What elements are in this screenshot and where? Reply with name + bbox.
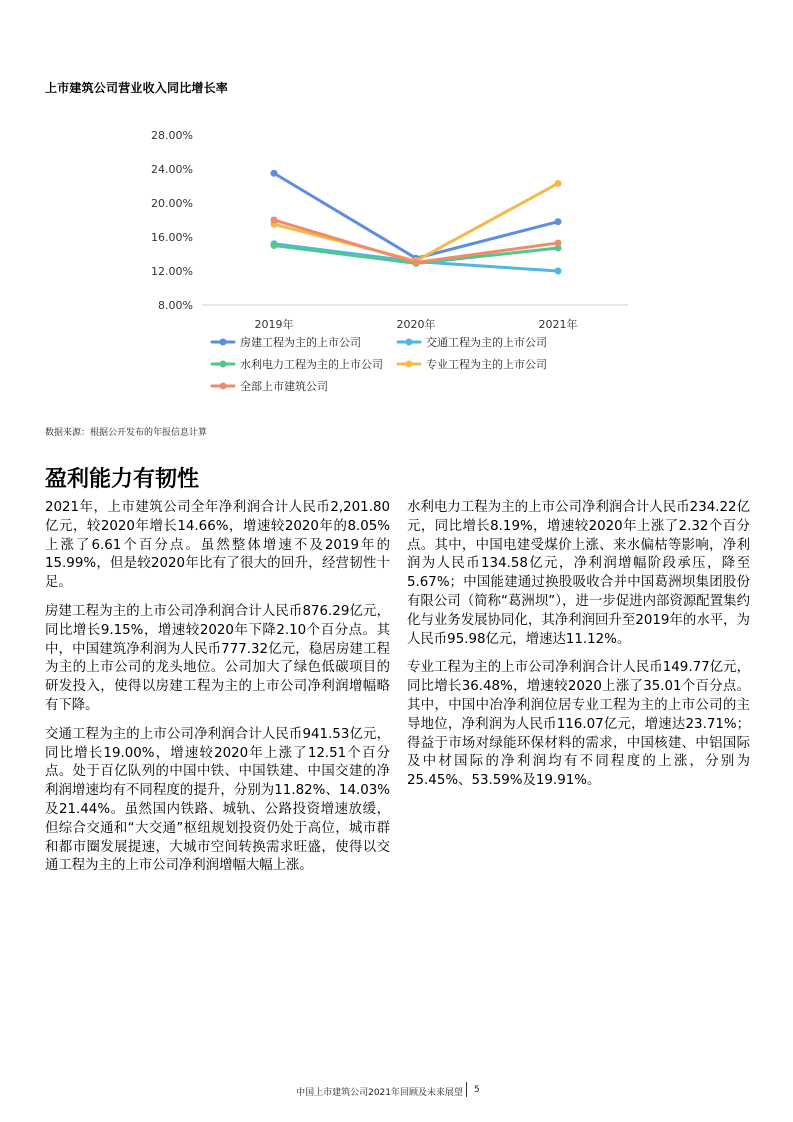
page-number: 5 [474,1085,480,1095]
data-point [271,170,278,177]
data-point [555,268,562,275]
y-tick-label: 16.00% [151,231,193,244]
x-tick-label: 2019年 [254,318,294,331]
x-tick-label: 2020年 [396,318,436,331]
line-chart [0,0,793,420]
x-tick-label: 2021年 [538,318,578,331]
y-tick-label: 24.00% [151,163,193,176]
data-point [271,242,278,249]
paragraph-specialized-engineering: 专业工程为主的上市公司净利润合计人民币149.77亿元，同比增长36.48%，增速较2020上涨了35.01个百分点。其中，中国中冶净利润位居专业工程为主的上市公司的主导地位，净利润为人民币116.07亿元，增速达23.71%；得益于市场对绿能环保材料的需求，中国核建、中铝国际及中材国际的净利润均有不同程度的上涨，分别为25.45%、53.59%及19.91%。 [407,660,750,789]
data-point [555,180,562,187]
legend-label: 全部上市建筑公司 [240,380,328,393]
legend-label: 水利电力工程为主的上市公司 [240,358,383,371]
legend-marker [220,383,227,390]
section-title: 盈利能力有韧性 [45,467,200,492]
footer-divider [466,1082,467,1097]
y-tick-label: 28.00% [151,129,193,142]
y-tick-label: 8.00% [158,299,193,312]
legend-label: 房建工程为主的上市公司 [240,336,361,349]
footer-report-title: 中国上市建筑公司2021年回顾及未来展望 [296,1088,463,1098]
right-column [407,499,750,801]
paragraph-water-power-engineering: 水利电力工程为主的上市公司净利润合计人民币234.22亿元，同比增长8.19%，增速较2020年上涨了2.32个百分点。其中，中国电建受煤价上涨、来水偏枯等影响，净利润为人民币134.58亿元，净利润增幅阶段承压，降至5.67%；中国能建通过换股吸收合并中国葛洲坝集团股份有限公司（简称“葛洲坝”），进一步促进内部资源配置集约化与业务发展协同化，其净利润回升至2019年的水平，为人民币95.98亿元，增速达11.12%。 [407,500,750,647]
legend-marker [406,339,413,346]
data-source-note: 数据来源：根据公开发布的年报信息计算 [45,428,208,438]
left-column [45,499,390,886]
data-point [555,218,562,225]
paragraph-net-profit-overview: 2021年，上市建筑公司全年净利润合计人民币2,201.80亿元，较2020年增长14.66%，增速较2020年的8.05%上涨了6.61个百分点。虽然整体增速不及2019年的15.99%，但是较2020年比有了很大的回升，经营韧性十足。 [45,500,390,591]
paragraph-transport-engineering: 交通工程为主的上市公司净利润合计人民币941.53亿元，同比增长19.00%，增速较2020年上涨了12.51个百分点。处于百亿队列的中国中铁、中国铁建、中国交建的净利润增速均有不同程度的提升，分别为11.82%、14.03%及21.44%。虽然国内铁路、城轨、公路投资增速放缓，但综合交通和“大交通”枢纽规划投资仍处于高位，城市群和都市圈发展提速，大城市空间转换需求旺盛，使得以交通工程为主的上市公司净利润增幅大幅上涨。 [45,726,390,874]
legend-label: 交通工程为主的上市公司 [426,336,547,349]
legend-marker [220,361,227,368]
data-point [413,259,420,266]
y-tick-label: 12.00% [151,265,193,278]
y-tick-label: 20.00% [151,197,193,210]
series-line-1 [274,173,558,258]
legend-marker [220,339,227,346]
data-point [271,217,278,224]
paragraph-housing-construction: 房建工程为主的上市公司净利润合计人民币876.29亿元，同比增长9.15%，增速较2020年下降2.10个百分点。其中，中国建筑净利润为人民币777.32亿元，稳居房建工程为主的上市公司的龙头地位。公司加大了绿色低碳项目的研发投入，使得以房建工程为主的上市公司净利润增幅略有下降。 [45,603,390,713]
legend-label: 专业工程为主的上市公司 [426,358,547,371]
data-point [555,239,562,246]
legend-marker [406,361,413,368]
chart-title: 上市建筑公司营业收入同比增长率 [45,81,229,95]
